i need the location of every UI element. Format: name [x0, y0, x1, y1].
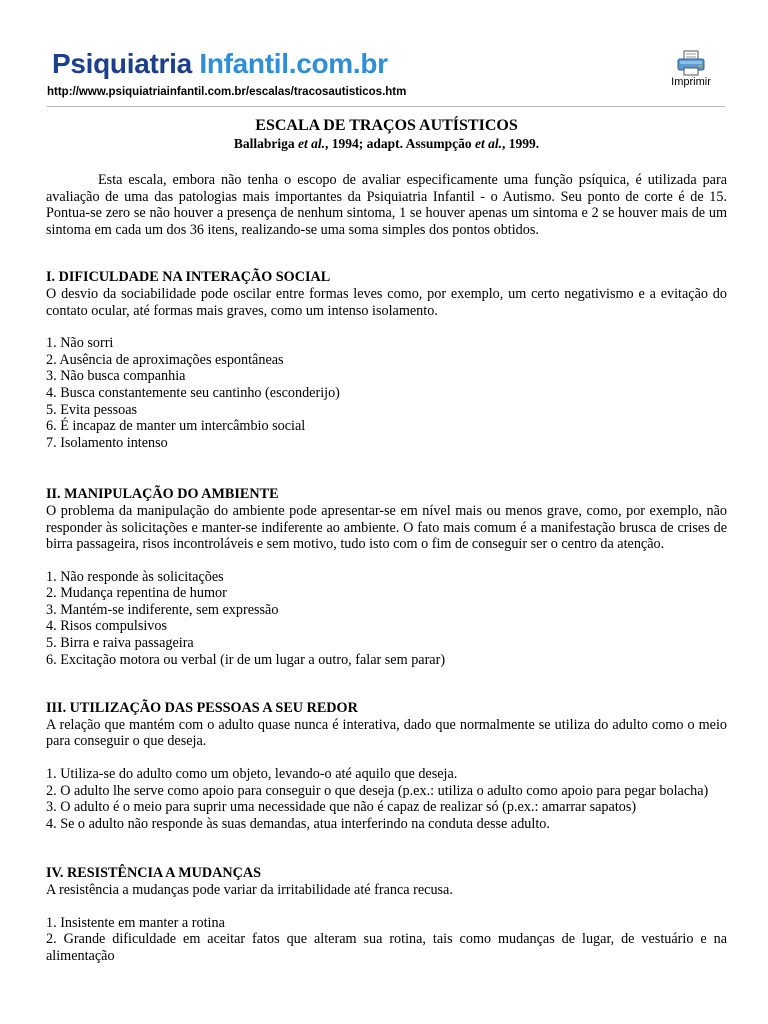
list-item: 7. Isolamento intenso [46, 434, 168, 451]
section-use-of-people [46, 700, 727, 832]
header-divider [47, 106, 725, 107]
item-list [46, 915, 727, 965]
list-item: 2. Ausência de aproximações espontâneas [46, 351, 284, 368]
list-item: 3. O adulto é o meio para suprir uma necessidade que não é capaz de realizar só (p.ex.: amarrar sapatos) [46, 799, 637, 816]
list-item: 1. Não responde às solicitações [46, 568, 224, 585]
list-item: 6. Excitação motora ou verbal (ir de um lugar a outro, falar sem parar) [46, 651, 446, 668]
section-title: III. UTILIZAÇÃO DAS PESSOAS A SEU REDOR [46, 700, 358, 717]
section-title: I. DIFICULDADE NA INTERAÇÃO SOCIAL [46, 269, 331, 286]
subtitle-year: , 1999. [502, 136, 540, 151]
section-title: II. MANIPULAÇÃO DO AMBIENTE [46, 486, 279, 503]
section-resistance-to-change [46, 865, 727, 964]
section-social-interaction [46, 269, 727, 451]
list-item: 4. Busca constantemente seu cantinho (esconderijo) [46, 384, 340, 401]
document-subtitle [46, 136, 727, 152]
section-description: A relação que mantém com o adulto quase nunca é interativa, dado que normalmente se utiliza do adulto como o meio para conseguir o que deseja. [46, 716, 727, 750]
list-item: 1. Utiliza-se do adulto como um objeto, levando-o até aquilo que deseja. [46, 766, 458, 783]
document-title: ESCALA DE TRAÇOS AUTÍSTICOS [255, 117, 518, 134]
printer-icon [676, 50, 706, 76]
list-item: 2. O adulto lhe serve como apoio para conseguir o que deseja (p.ex.: utiliza o adulto como apoio para pegar bolacha) [46, 782, 709, 799]
section-description: O desvio da sociabilidade pode oscilar entre formas leves como, por exemplo, um certo negativismo e a evitação do contato ocular, até formas mais graves, como um intenso isolamento. [46, 285, 727, 319]
list-item: 5. Evita pessoas [46, 401, 138, 418]
list-item: 3. Não busca companhia [46, 368, 186, 385]
list-item: 2. Grande dificuldade em aceitar fatos que alteram sua rotina, tais como mudanças de lugar, de vestuário e na alimentação [46, 931, 727, 964]
list-item: 1. Não sorri [46, 335, 114, 352]
list-item: 1. Insistente em manter a rotina [46, 914, 225, 931]
site-logo[interactable] [52, 48, 388, 80]
subtitle-author-2: , 1994; adapt. Assumpção [324, 136, 476, 151]
list-item: 2. Mudança repentina de humor [46, 585, 227, 602]
item-list [46, 335, 727, 451]
subtitle-etal-2: et al. [475, 136, 503, 151]
section-title: IV. RESISTÊNCIA A MUDANÇAS [46, 865, 261, 882]
print-button[interactable] [660, 50, 722, 88]
page-url: http://www.psiquiatriainfantil.com.br/escalas/tracosautisticos.htm [47, 86, 407, 98]
list-item: 4. Risos compulsivos [46, 618, 168, 635]
list-item: 6. É incapaz de manter um intercâmbio social [46, 418, 306, 435]
logo-text-secondary: Infantil.com.br [199, 48, 388, 79]
section-description: A resistência a mudanças pode variar da irritabilidade até franca recusa. [46, 882, 453, 898]
document-body [46, 114, 727, 964]
section-description: O problema da manipulação do ambiente pode apresentar-se em nível mais ou menos grave, como, por exemplo, não responder às solicitações e manter-se indiferente ao ambiente. O fato mais comum é a manifestação brusca de crises de birra passageira, risos incontroláveis e sem motivo, tudo isto com o fim de conseguir ser o centro da atenção. [46, 502, 727, 553]
item-list [46, 766, 727, 832]
intro-paragraph: Esta escala, embora não tenha o escopo de avaliar especificamente uma função psíquica, é utilizada para avaliação de uma das patologias mais importantes da Psiquiatria Infantil - o Autismo. Seu ponto de corte é de 15. Pontua-se zero se não houver a presença de nenhum sintoma, 1 se houver apenas um sintoma e 2 se houver mais de um sintoma em cada um dos 36 itens, realizando-se uma soma simples dos pontos obtidos. [46, 172, 727, 238]
subtitle-author-1: Ballabriga [233, 136, 298, 151]
section-environment-manipulation [46, 486, 727, 668]
item-list [46, 569, 727, 669]
subtitle-etal-1: et al. [297, 136, 325, 151]
site-header [0, 0, 768, 110]
list-item: 3. Mantém-se indiferente, sem expressão [46, 601, 279, 618]
print-label: Imprimir [671, 76, 711, 88]
logo-text-primary: Psiquiatria [52, 48, 192, 79]
list-item: 4. Se o adulto não responde às suas demandas, atua interferindo na conduta desse adulto. [46, 815, 550, 832]
list-item: 5. Birra e raiva passageira [46, 635, 194, 652]
